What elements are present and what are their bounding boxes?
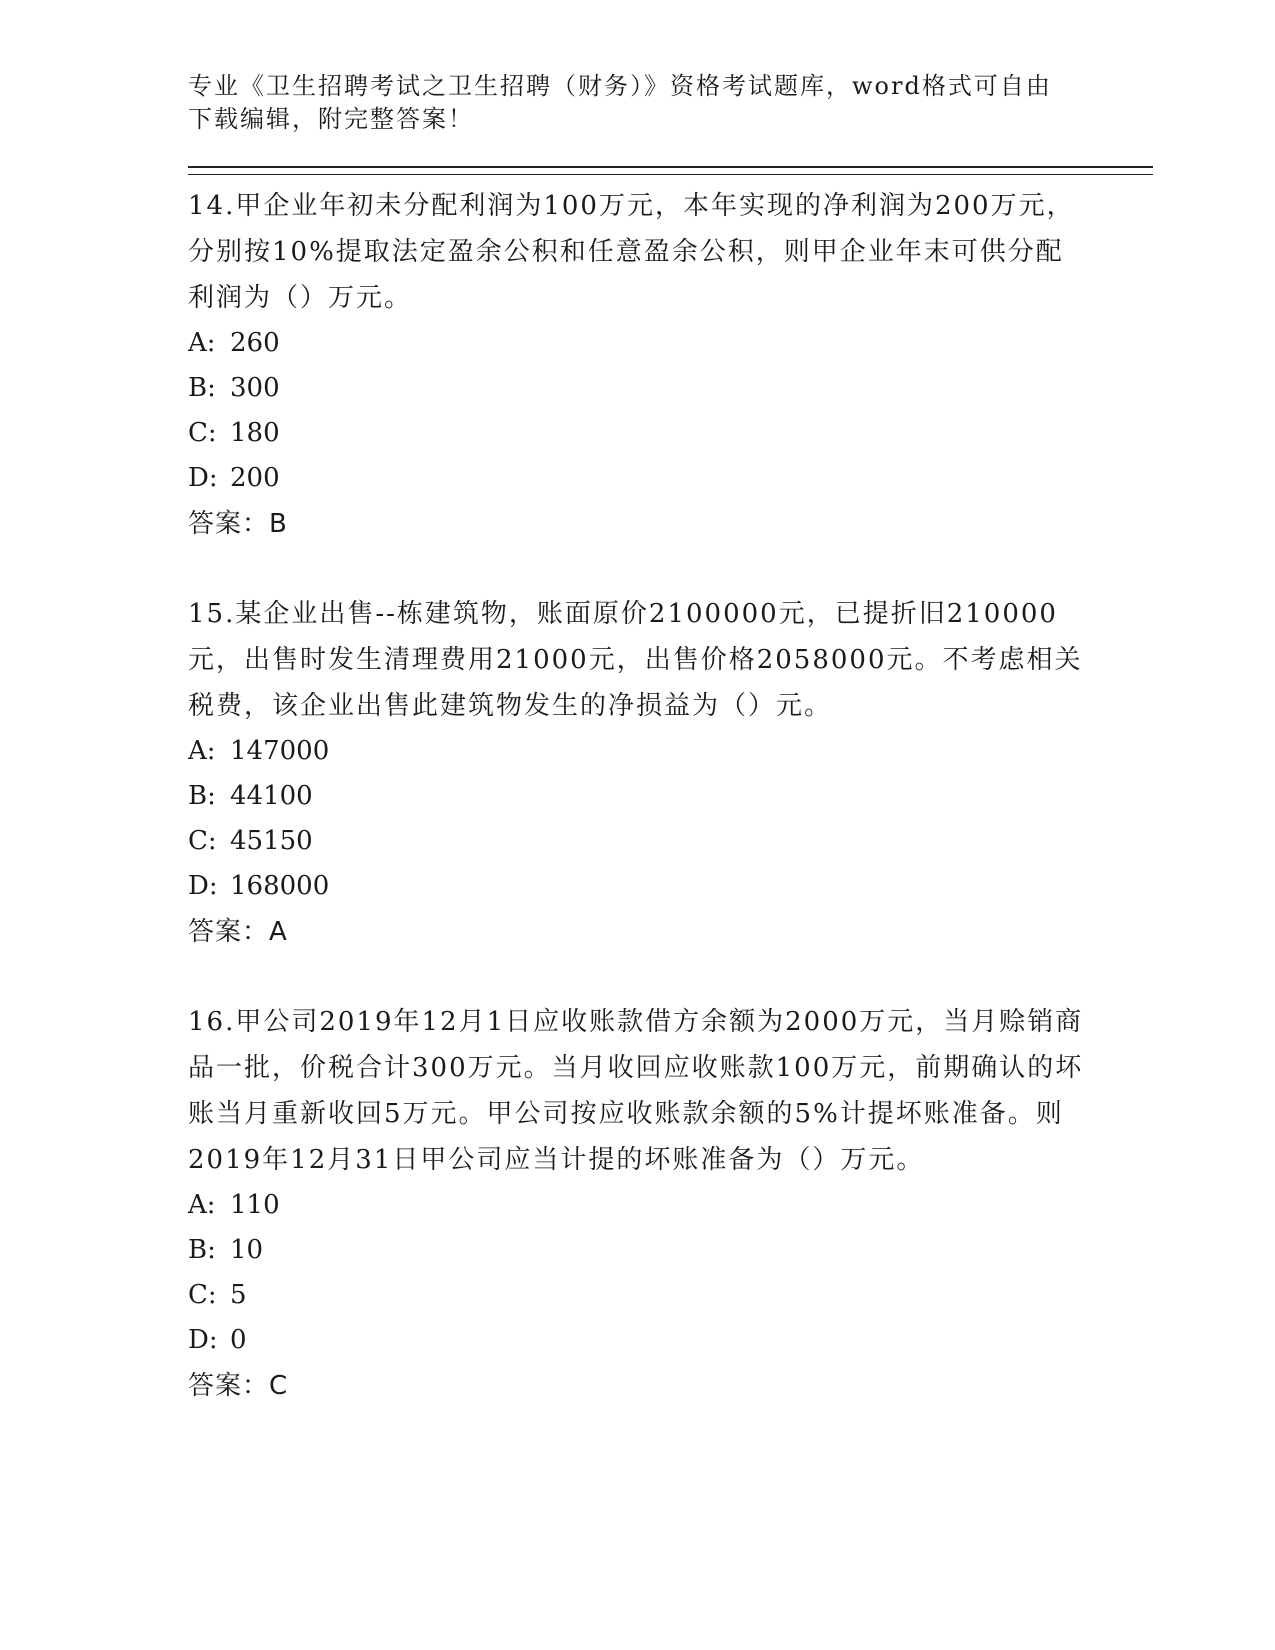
question-stem: 16.甲公司2019年12月1日应收账款借方余额为2000万元，当月赊销商品一批，价税合计300万元。当月收回应收账款100万元，前期确认的坏账当月重新收回5万元。甲公司按应收账款余额的5%计提坏账准备。则2019年12月31日甲公司应当计提的坏账准备为（）万元。 [188, 1007, 1084, 1175]
option-b [188, 366, 1148, 411]
option-c [188, 1273, 1148, 1318]
question-stem: 15.某企业出售--栋建筑物，账面原价2100000元，已提折旧210000元，出售时发生清理费用21000元，出售价格2058000元。不考虑相关税费，该企业出售此建筑物发生的净损益为（）元。 [188, 599, 1083, 721]
question-stem: 14.甲企业年初未分配利润为100万元，本年实现的净利润为200万元，分别按10%提取法定盈余公积和任意盈余公积，则甲企业年末可供分配利润为（）万元。 [188, 191, 1075, 313]
question-spacer [188, 955, 1148, 999]
option-text: 168000 [230, 871, 330, 901]
question-14 [188, 183, 1148, 547]
option-list [188, 321, 1148, 501]
option-b [188, 774, 1148, 819]
option-a [188, 321, 1148, 366]
option-d [188, 1318, 1148, 1363]
document-page [188, 70, 1148, 1409]
option-d [188, 864, 1148, 909]
option-letter: D: [188, 1325, 218, 1355]
option-letter: B: [188, 373, 216, 403]
option-list [188, 729, 1148, 909]
option-letter: B: [188, 781, 216, 811]
option-text: 45150 [230, 826, 313, 856]
option-letter: B: [188, 1235, 216, 1265]
option-text: 0 [230, 1325, 247, 1355]
option-letter: A: [188, 1190, 216, 1220]
question-spacer [188, 547, 1148, 591]
option-text: 5 [230, 1280, 247, 1310]
option-letter: D: [188, 463, 218, 493]
option-text: 200 [230, 463, 280, 493]
answer-line: 答案：B [188, 509, 288, 539]
answer-line: 答案：C [188, 1371, 289, 1401]
option-d [188, 456, 1148, 501]
option-text: 300 [230, 373, 280, 403]
option-letter: D: [188, 871, 218, 901]
option-c [188, 411, 1148, 456]
header-divider [188, 166, 1153, 175]
header-note: 专业《卫生招聘考试之卫生招聘（财务）》资格考试题库，word格式可自由下载编辑，附完整答案！ [188, 72, 1052, 133]
option-text: 44100 [230, 781, 313, 811]
option-letter: C: [188, 826, 217, 856]
option-letter: C: [188, 418, 217, 448]
option-list [188, 1183, 1148, 1363]
option-c [188, 819, 1148, 864]
answer-line: 答案：A [188, 917, 288, 947]
option-text: 10 [230, 1235, 264, 1265]
question-16 [188, 999, 1148, 1409]
option-text: 180 [230, 418, 280, 448]
option-text: 260 [230, 328, 280, 358]
option-a [188, 1183, 1148, 1228]
option-letter: A: [188, 328, 216, 358]
option-a [188, 729, 1148, 774]
option-letter: A: [188, 736, 216, 766]
option-text: 147000 [230, 736, 330, 766]
option-b [188, 1228, 1148, 1273]
option-text: 110 [230, 1190, 280, 1220]
question-15 [188, 591, 1148, 955]
option-letter: C: [188, 1280, 217, 1310]
